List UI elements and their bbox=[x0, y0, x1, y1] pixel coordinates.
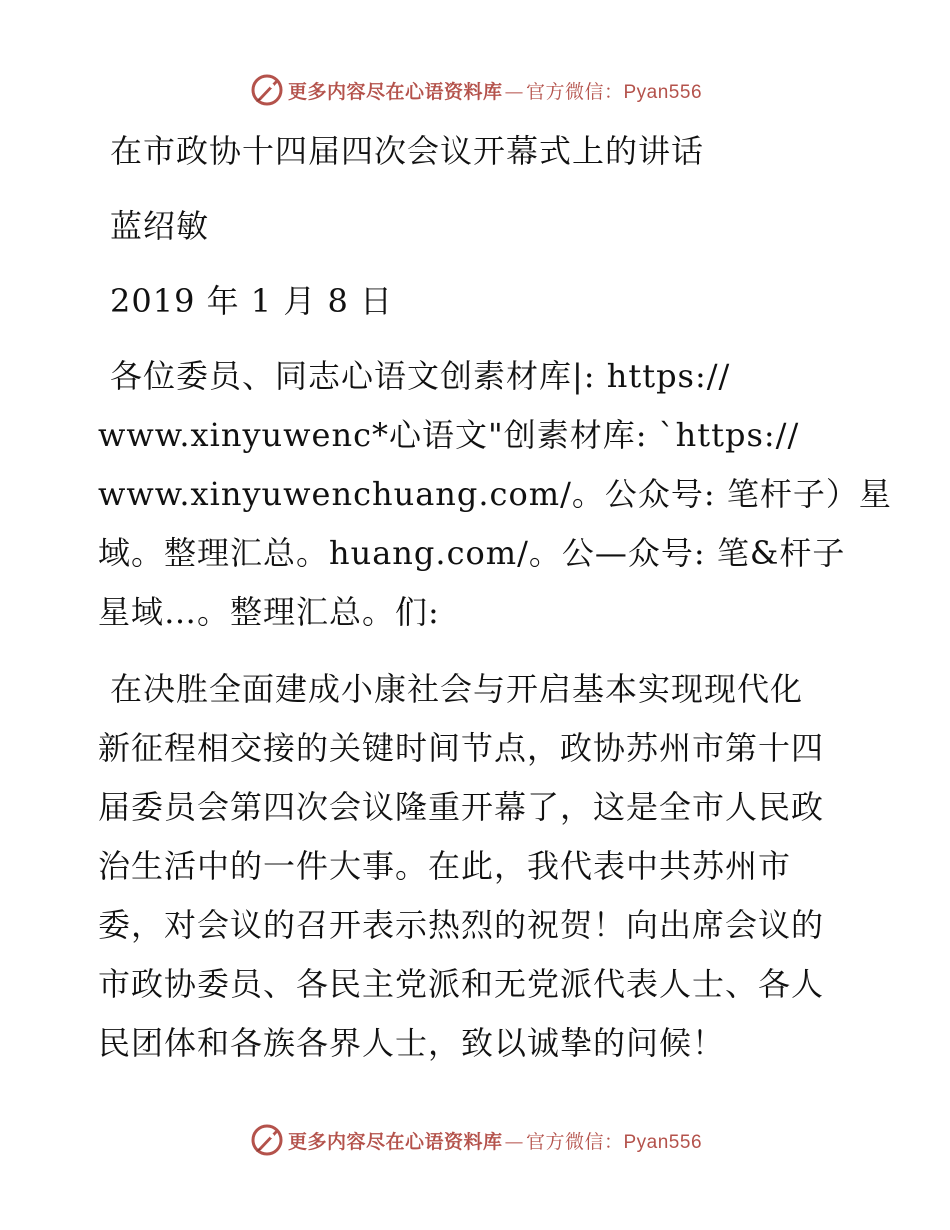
paragraph-line: 新征程相交接的关键时间节点，政协苏州市第十四 bbox=[98, 729, 825, 767]
salutation-line: www.xinyuwenchuang.com/。公众号: 笔杆子）星 bbox=[98, 475, 892, 513]
red-quill-logo-icon bbox=[250, 1123, 284, 1157]
paragraph-line: 在决胜全面建成小康社会与开启基本实现现代化 bbox=[110, 670, 804, 708]
watermark-dash: — bbox=[504, 1130, 524, 1153]
watermark-lead: 更多内容尽在心语资料库 bbox=[287, 1130, 503, 1153]
document-body bbox=[98, 122, 892, 1073]
salutation-paragraph bbox=[98, 347, 892, 642]
watermark-contact-label: 官方微信： bbox=[525, 1130, 624, 1153]
paragraph-line: 治生活中的一件大事。在此，我代表中共苏州市 bbox=[98, 847, 792, 885]
paragraph-line: 民团体和各族各界人士，致以诚挚的问候！ bbox=[98, 1024, 726, 1062]
salutation-line: 域。整理汇总。huang.com/。公—众号: 笔&杆子 bbox=[98, 534, 846, 572]
salutation-line: 星域…。整理汇总。们: bbox=[98, 593, 440, 631]
salutation-line: 各位委员、同志心语文创素材库|: https:// bbox=[110, 357, 731, 395]
watermark-group bbox=[250, 1123, 702, 1157]
watermark-contact-label: 官方微信： bbox=[525, 80, 624, 103]
document-author: 蓝绍敏 bbox=[110, 207, 210, 245]
watermark-group bbox=[250, 73, 702, 107]
watermark-dash: — bbox=[504, 80, 524, 103]
salutation-line: www.xinyuwenc*心语文"创素材库: `https:// bbox=[98, 416, 800, 454]
paragraph-line: 届委员会第四次会议隆重开幕了，这是全市人民政 bbox=[98, 788, 825, 826]
watermark-wechat-id: Pyan556 bbox=[623, 1131, 703, 1153]
document-title: 在市政协十四届四次会议开幕式上的讲话 bbox=[110, 132, 705, 170]
document-date: 2019 年 1 月 8 日 bbox=[110, 282, 394, 320]
header-watermark bbox=[0, 70, 950, 110]
body-paragraph bbox=[98, 660, 858, 1073]
footer-watermark bbox=[0, 1120, 950, 1160]
red-quill-logo-icon bbox=[250, 73, 284, 107]
watermark-text bbox=[288, 1127, 702, 1154]
paragraph-line: 委，对会议的召开表示热烈的祝贺！向出席会议的 bbox=[98, 906, 825, 944]
watermark-lead: 更多内容尽在心语资料库 bbox=[287, 80, 503, 103]
watermark-wechat-id: Pyan556 bbox=[623, 81, 703, 103]
paragraph-line: 市政协委员、各民主党派和无党派代表人士、各人 bbox=[98, 965, 825, 1003]
watermark-text bbox=[288, 77, 702, 104]
